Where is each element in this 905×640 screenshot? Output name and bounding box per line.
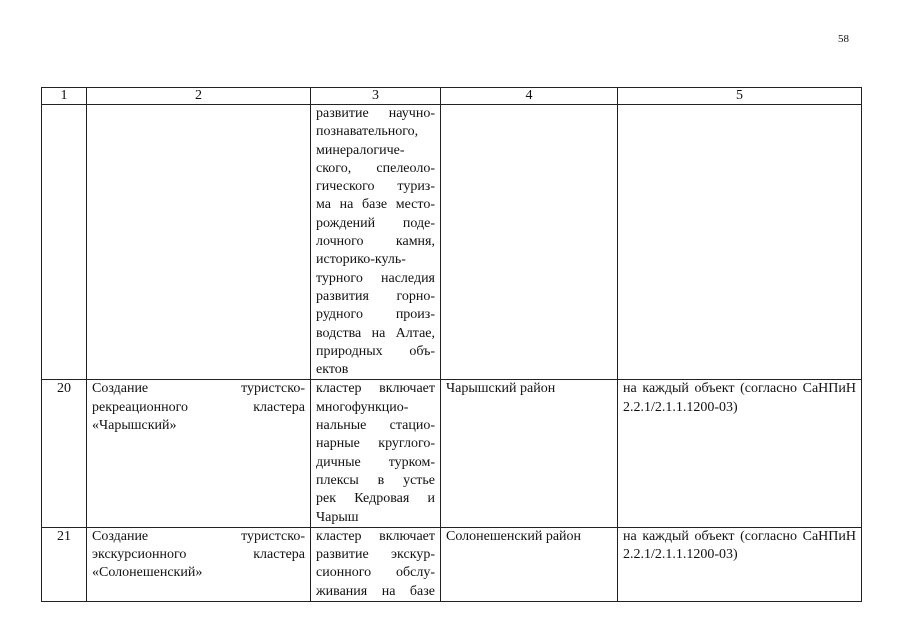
table-row xyxy=(42,527,862,601)
description-line: живания на базе xyxy=(316,583,435,599)
column-header-2: 2 xyxy=(87,88,311,105)
description-line: ского, спелеоло- xyxy=(316,160,435,176)
description-line: гического туриз- xyxy=(316,179,435,195)
table-header-row xyxy=(42,88,862,105)
column-header-4: 4 xyxy=(441,88,618,105)
row-number: 21 xyxy=(42,527,87,601)
description-line: нальные стацио- xyxy=(316,418,435,434)
description-line: кластер включает xyxy=(316,528,435,544)
table-row xyxy=(42,105,862,380)
row-location: Солонешенский район xyxy=(441,527,618,601)
row-note: на каждый объект (согласно СаНПиН 2.2.1/2.1.1.1200-03) xyxy=(618,380,862,527)
row-name: Создание туристско-рекреационного кластера «Чарышский» xyxy=(87,380,311,527)
description-line: развитие экскур- xyxy=(316,547,435,563)
description-line: Чарыш xyxy=(316,509,359,525)
description-line: нарные круглого- xyxy=(316,436,435,452)
description-line: рождений поде- xyxy=(316,215,435,231)
description-line: познавательного, xyxy=(316,124,419,140)
row-description xyxy=(311,527,441,601)
description-line: историко-куль- xyxy=(316,252,406,268)
description-line: ма на базе место- xyxy=(316,197,435,213)
description-line: развитие научно- xyxy=(316,106,435,121)
description-line: ектов xyxy=(316,362,349,378)
row-note xyxy=(618,105,862,380)
row-description xyxy=(311,105,441,380)
row-name xyxy=(87,105,311,380)
document-table xyxy=(41,87,862,602)
description-line: турного наследия xyxy=(316,270,435,286)
description-line: рудного произ- xyxy=(316,307,435,323)
row-number: 20 xyxy=(42,380,87,527)
page-number: 58 xyxy=(838,33,849,45)
row-name: Создание туристско-экскурсионного кластера «Солонешенский» xyxy=(87,527,311,601)
row-description xyxy=(311,380,441,527)
row-number xyxy=(42,105,87,380)
column-header-3: 3 xyxy=(311,88,441,105)
row-location: Чарышский район xyxy=(441,380,618,527)
description-line: сионного обслу- xyxy=(316,565,435,581)
description-line: минералогиче- xyxy=(316,142,405,158)
description-line: рек Кедровая и xyxy=(316,491,435,507)
column-header-5: 5 xyxy=(618,88,862,105)
description-line: водства на Алтае, xyxy=(316,325,435,341)
description-line: лочного камня, xyxy=(316,234,435,250)
description-line: кластер включает xyxy=(316,381,435,397)
description-line: многофункцио- xyxy=(316,399,409,415)
description-line: дичные турком- xyxy=(316,454,435,470)
column-header-1: 1 xyxy=(42,88,87,105)
description-line: природных объ- xyxy=(316,343,435,359)
description-line: развития горно- xyxy=(316,288,435,304)
row-location xyxy=(441,105,618,380)
row-note: на каждый объект (согласно СаНПиН 2.2.1/2.1.1.1200-03) xyxy=(618,527,862,601)
table-row xyxy=(42,380,862,527)
description-line: плексы в устье xyxy=(316,472,435,488)
